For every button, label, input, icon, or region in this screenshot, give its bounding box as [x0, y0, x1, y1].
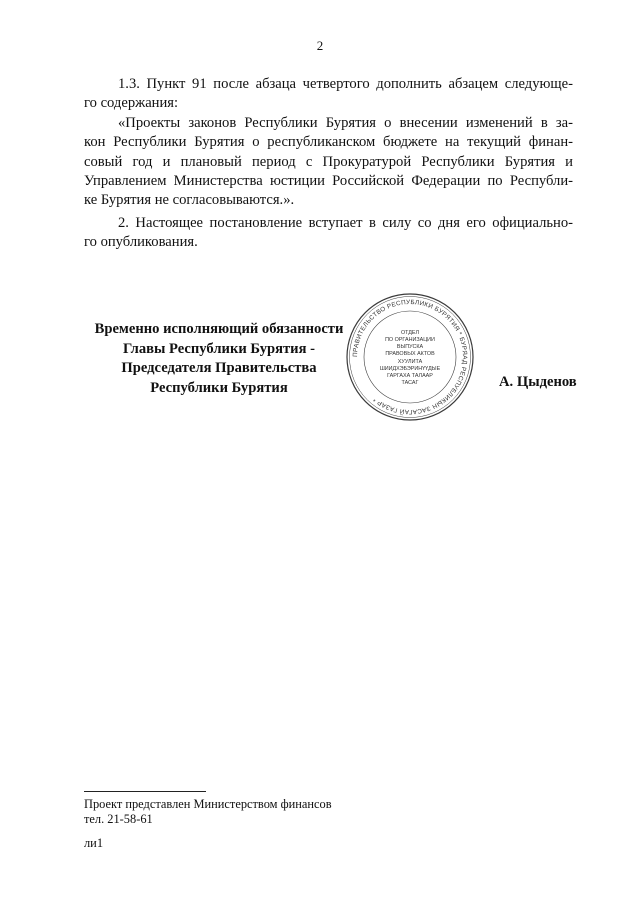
- seal-inner-text: ГАРГАХА ТАЛААР: [387, 373, 433, 379]
- footnote-presented-by: Проект представлен Министерством финансов: [84, 797, 332, 811]
- footnote-code: ли1: [84, 836, 104, 850]
- footnote-divider: [84, 791, 206, 792]
- paragraph-amendment: [84, 75, 573, 211]
- seal-inner-text: ПРАВОВЫХ АКТОВ: [385, 351, 435, 357]
- signatory-title: [84, 320, 354, 398]
- signatory-title-line: Председателя Правительства: [121, 360, 317, 377]
- paragraph-effective-date: [84, 214, 573, 253]
- official-seal: [345, 292, 475, 422]
- seal-ring-text: ПРАВИТЕЛЬСТВО РЕСПУБЛИКИ БУРЯТИЯ * БУРЯАД РЕСПУБЛИКЫН ЗАСАГАЙ ГАЗАР *: [351, 298, 469, 416]
- signatory-title-line: Временно исполняющий обязанности: [94, 321, 344, 337]
- seal-outer-ring: [350, 297, 471, 418]
- seal-inner-text: ВЫПУСКА: [396, 344, 424, 350]
- text-line: совый год и плановый период с Прокуратурой Республики Бурятия и: [84, 153, 573, 170]
- text-line: Управлением Министерства юстиции Российской Федерации по Республи-: [84, 173, 573, 190]
- text-line: ке Бурятия не согласовываются.».: [84, 192, 295, 209]
- text-line: «Проекты законов Республики Бурятия о внесении изменений в за-: [118, 114, 573, 131]
- signer-name: А. Цыденов: [499, 374, 577, 390]
- seal-inner-text: ХУУЛИТА: [397, 359, 423, 365]
- signatory-title-line: Республики Бурятия: [150, 379, 288, 396]
- text-line: го содержания:: [84, 95, 179, 112]
- seal-inner-ring: [364, 311, 456, 403]
- text-line: кон Республики Бурятия о республиканском бюджете на текущий финан-: [84, 134, 573, 151]
- text-line: го опубликования.: [84, 234, 198, 251]
- signatory-title-line: Главы Республики Бурятия -: [123, 340, 315, 357]
- seal-outer-ring: [347, 294, 473, 420]
- seal-inner-text: ШИИДХЭБЭРИНҮҮДЫЕ: [379, 366, 441, 372]
- seal-inner-text: ОТДЕЛ: [400, 330, 420, 336]
- seal-inner-text: ТАСАГ: [401, 380, 419, 386]
- page-number: 2: [316, 38, 324, 53]
- seal-inner-text: ПО ОРГАНИЗАЦИИ: [385, 337, 435, 343]
- text-line: 2. Настоящее постановление вступает в силу со дня его официально-: [118, 215, 573, 231]
- text-line: 1.3. Пункт 91 после абзаца четвертого дополнить абзацем следующе-: [118, 76, 573, 92]
- footnote-phone: тел. 21-58-61: [84, 812, 153, 826]
